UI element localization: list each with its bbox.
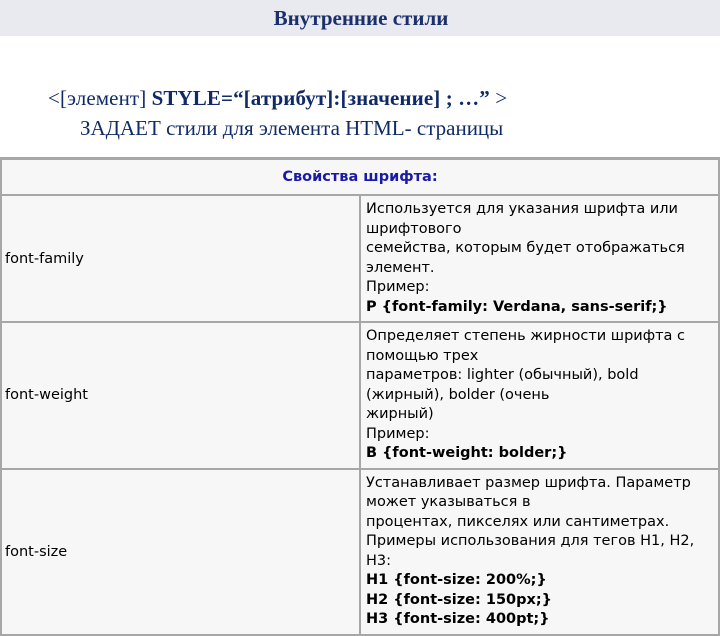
- code-example: P {font-family: Verdana, sans-serif;}: [366, 298, 668, 315]
- description-line: Определяет степень жирности шрифта с помощью трех: [366, 328, 686, 364]
- description-line: жирный): [366, 406, 434, 422]
- code-example: H3 {font-size: 400pt;}: [366, 611, 550, 627]
- table-row: [1, 322, 719, 469]
- description-line: Пример:: [366, 279, 430, 295]
- description-line: процентах, пикселях или сантиметрах.: [366, 513, 670, 530]
- description-line: Пример:: [366, 425, 430, 442]
- slide-title: Внутренние стили: [273, 5, 449, 30]
- code-example: B {font-weight: bolder;}: [366, 445, 568, 461]
- syntax-style-attribute: STYLE=“[атрибут]:[значение] ; …”: [151, 86, 496, 110]
- font-properties-table-wrapper: [0, 157, 720, 627]
- table-header: Свойства шрифта:: [1, 159, 719, 196]
- syntax-description: ЗАДАЕТ стили для элемента HTML- страницы: [80, 116, 504, 140]
- code-example: H1 {font-size: 200%;}: [366, 572, 547, 588]
- description-line: параметров: lighter (обычный), bold (жирный), bolder (очень: [366, 367, 639, 403]
- syntax-element: <[элемент]: [48, 86, 152, 110]
- property-name: font-family: [1, 195, 360, 322]
- table-header-row: [1, 159, 719, 196]
- syntax-close: >: [495, 86, 508, 110]
- font-properties-table: [0, 157, 720, 636]
- property-name: font-size: [1, 469, 360, 635]
- description-line: Используется для указания шрифта или шрифтового: [366, 201, 678, 237]
- property-description: [360, 195, 719, 322]
- property-name: font-weight: [1, 322, 360, 469]
- property-description: [360, 469, 719, 635]
- syntax-line: [48, 86, 507, 111]
- table-row: [1, 195, 719, 322]
- table-row: [1, 469, 719, 635]
- slide-title-bar: [0, 0, 720, 36]
- description-line: семейства, которым будет отображаться элемент.: [366, 240, 685, 276]
- property-description: [360, 322, 719, 469]
- code-example: H2 {font-size: 150px;}: [366, 591, 552, 608]
- description-line: Примеры использования для тегов H1, H2, H3:: [366, 533, 695, 569]
- description-line: Устанавливает размер шрифта. Параметр может указываться в: [366, 474, 691, 510]
